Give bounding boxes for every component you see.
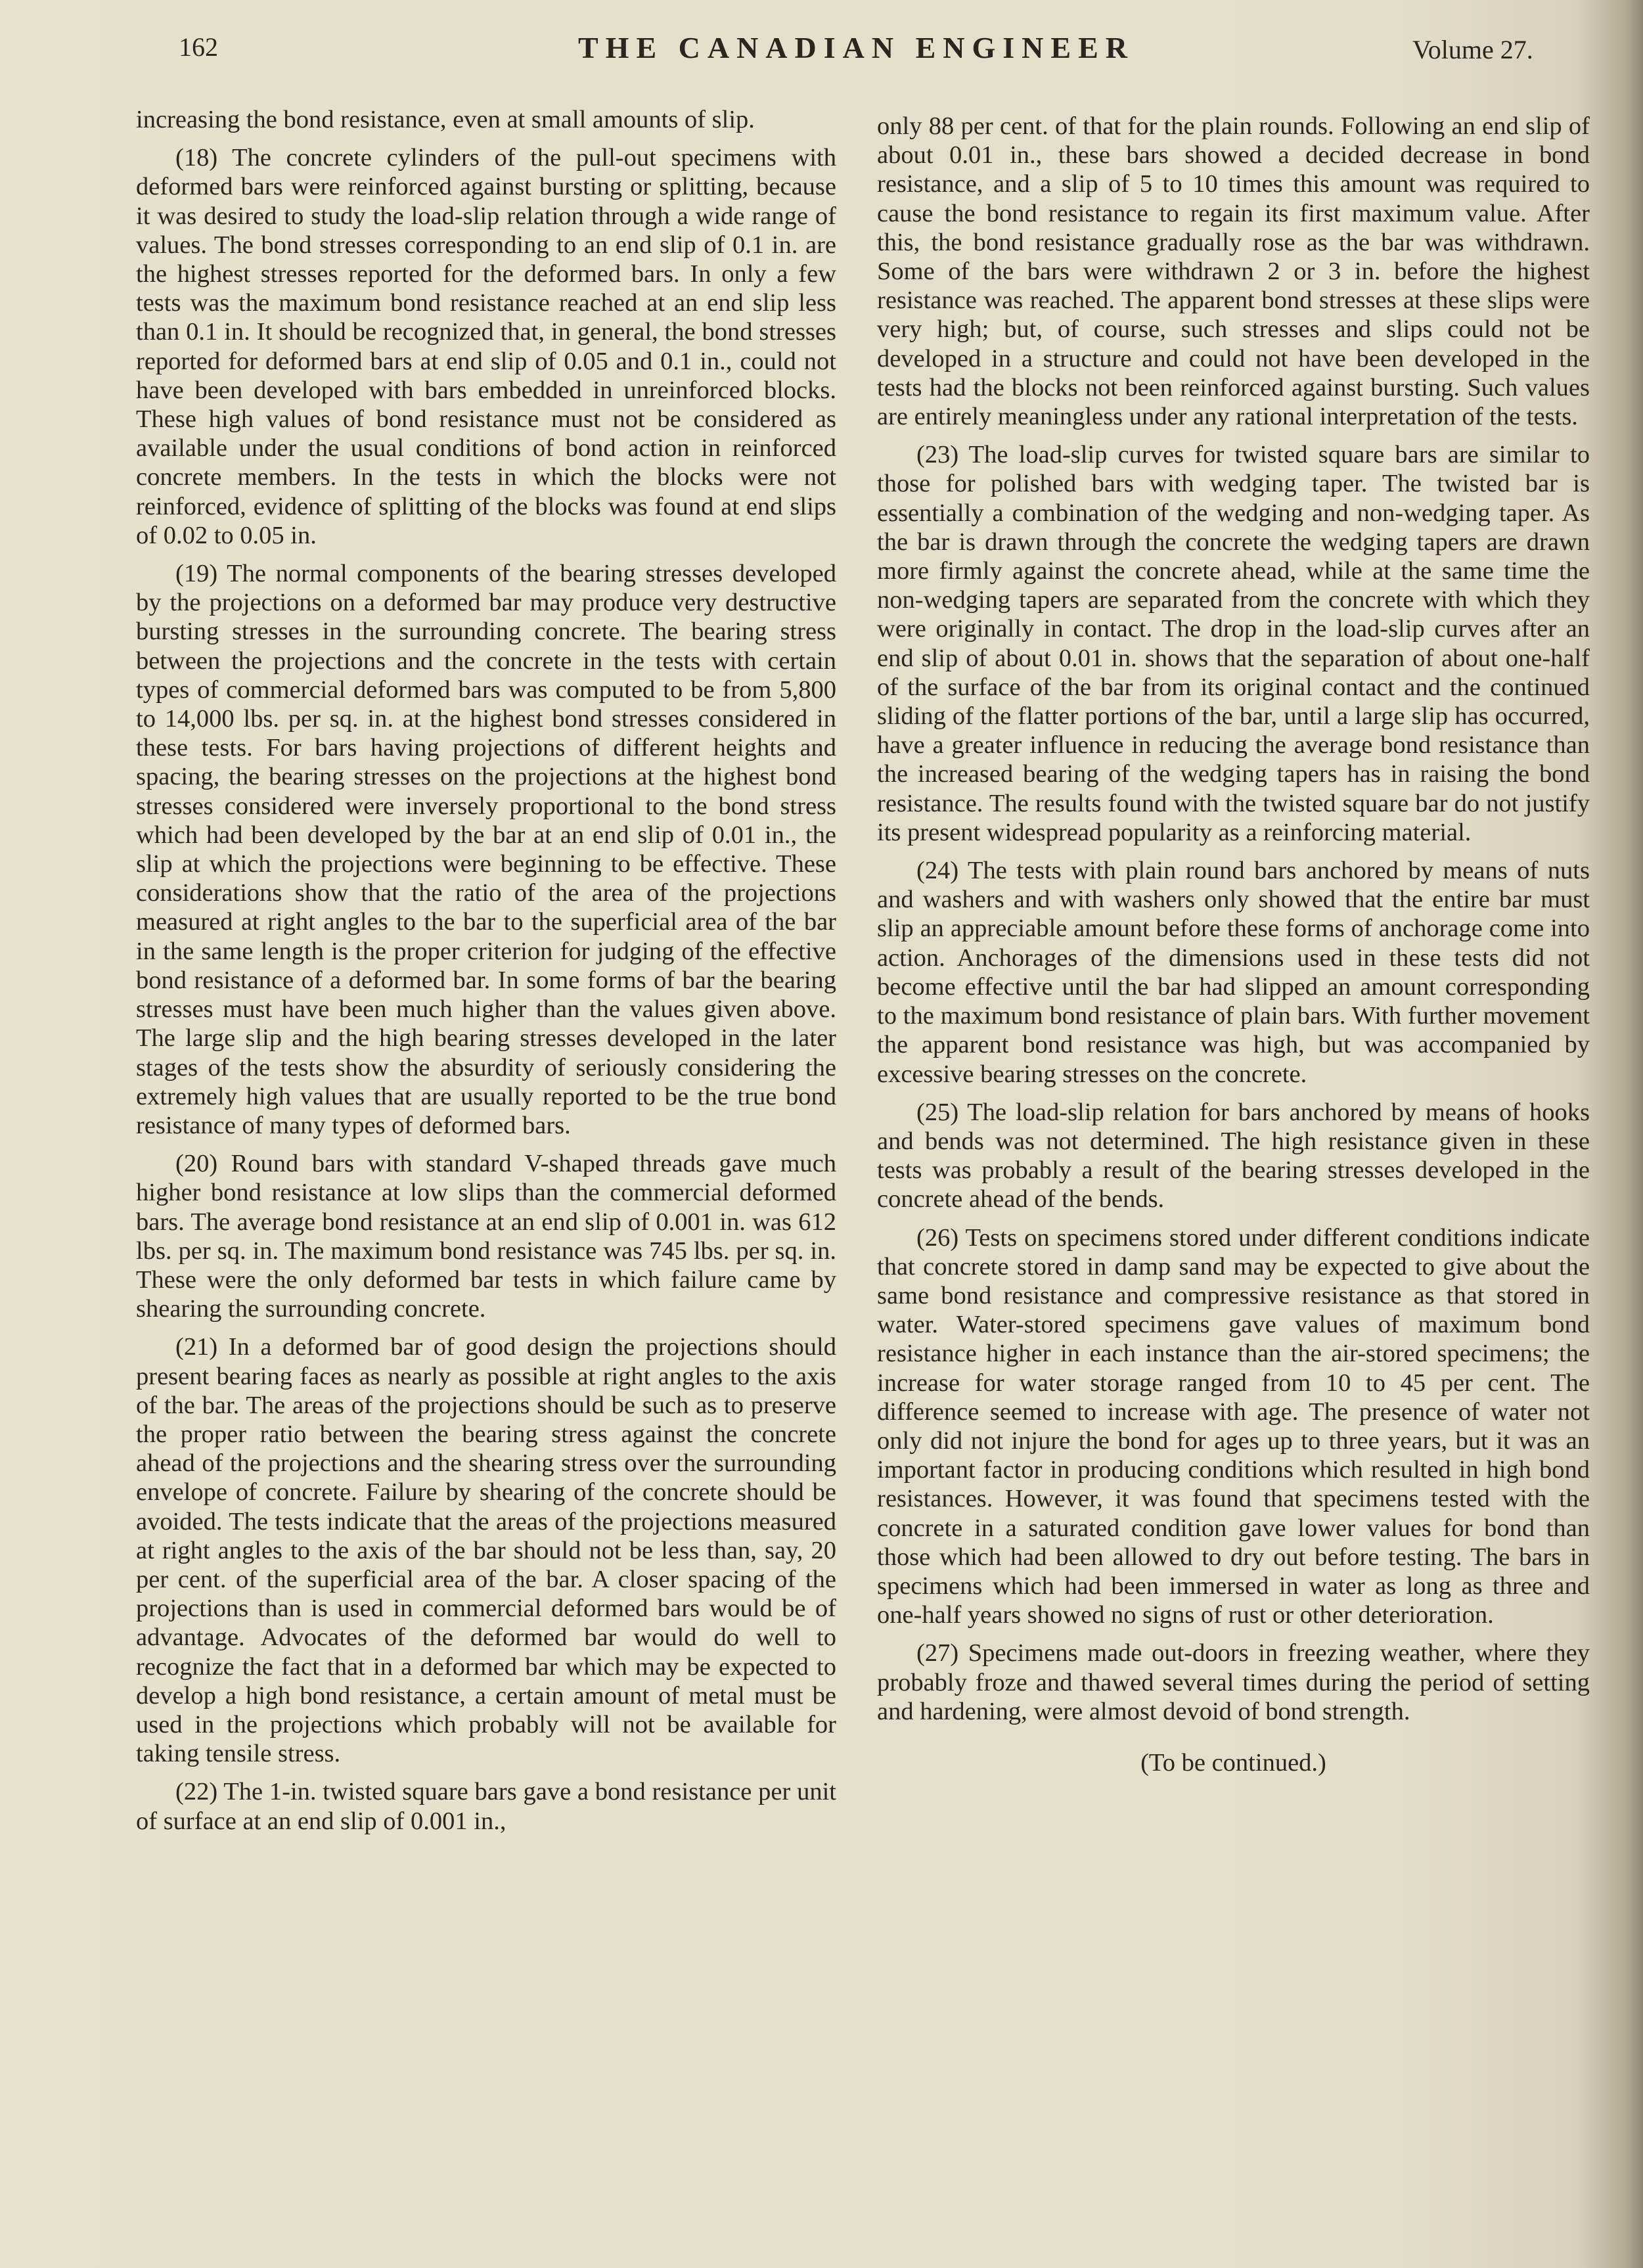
journal-title: THE CANADIAN ENGINEER [578, 31, 1135, 64]
to-be-continued-note: (To be continued.) [1140, 1748, 1326, 1777]
paragraph-23: (23) The load-slip curves for twisted square bars are similar to those for polished bars with wedging taper. The twisted bar is essentially a combination of the wedging and non-wedging taper. As the bar is drawn through the concrete the wedging tapers are drawn more firmly against the concrete ahead, while at the same time the non-wedging tapers are separated from the concrete with which they were originally in contact. The drop in the load-slip curves after an end slip of about 0.01 in. shows that the separation of about one-half of the surface of the bar from its original contact and the continued sliding of the flatter portions of the bar, until a large slip has occurred, have a greater influence in reducing the average bond resistance than the increased bearing of the wedging tapers has in raising the bond resistance. The results found with the twisted square bar do not justify its present widespread popularity as a reinforcing material. [877, 441, 1590, 846]
paragraph-25: (25) The load-slip relation for bars anchored by means of hooks and bends was not determined. The high resistance given in these tests was probably a result of the bearing stresses developed in the concrete ahead of the bends. [877, 1098, 1590, 1213]
paragraph-20: (20) Round bars with standard V-shaped threads gave much higher bond resistance at low slips than the commercial deformed bars. The average bond resistance at an end slip of 0.001 in. was 612 lbs. per sq. in. The maximum bond resistance was 745 lbs. per sq. in. These were the only deformed bar tests in which failure came by shearing the surrounding concrete. [136, 1150, 836, 1323]
page-number: 162 [179, 32, 218, 62]
left-column [136, 105, 836, 1845]
paragraph-continued: increasing the bond resistance, even at small amounts of slip. [136, 106, 755, 133]
paragraph-18: (18) The concrete cylinders of the pull-out specimens with deformed bars were reinforced against bursting or splitting, because it was desired to study the load-slip relation through a wide range of values. The bond stresses corresponding to an end slip of 0.1 in. are the highest stresses reported for the deformed bars. In only a few tests was the maximum bond resistance reached at an end slip less than 0.1 in. It should be recognized that, in general, the bond stresses reported for deformed bars at end slip of 0.05 and 0.1 in., could not have been developed with bars embedded in unreinforced blocks. These high values of bond resistance must not be considered as available under the usual conditions of bond action in reinforced concrete members. In the tests in which the blocks were not reinforced, evidence of splitting of the blocks was found at end slips of 0.02 to 0.05 in. [136, 144, 836, 549]
paragraph-26: (26) Tests on specimens stored under different conditions indicate that concrete stored in damp sand may be expected to give about the same bond resistance and compressive resistance as that stored in water. Water-stored specimens gave values of maximum bond resistance higher in each instance than the air-stored specimens; the increase for water storage ranged from 10 to 45 per cent. The difference seemed to increase with age. The presence of water not only did not injure the bond for ages up to three years, but it was an important factor in producing conditions which resulted in high bond resistances. However, it was found that specimens tested with the concrete in a saturated condition gave lower values for bond than those which had been allowed to dry out before testing. The bars in specimens which had been immersed in water as long as three and one-half years showed no signs of rust or other deterioration. [877, 1223, 1590, 1629]
paragraph-27: (27) Specimens made out-doors in freezing weather, where they probably froze and thawed several times during the period of setting and hardening, were almost devoid of bond strength. [877, 1639, 1590, 1725]
paragraph-19: (19) The normal components of the bearing stresses developed by the projections on a deformed bar may produce very destructive bursting stresses in the surrounding concrete. The bearing stress between the projections and the concrete in the tests with certain types of commercial deformed bars was computed to be from 5,800 to 14,000 lbs. per sq. in. at the highest bond stresses considered in these tests. For bars having projections of different heights and spacing, the bearing stresses on the projections at the highest bond stresses considered were inversely proportional to the bond stress which had been developed by the bar at an end slip of 0.01 in., the slip at which the projections were beginning to be effective. These considerations show that the ratio of the area of the projections measured at right angles to the bar to the superficial area of the bar in the same length is the proper criterion for judging of the effective bond resistance of a deformed bar. In some forms of bar the bearing stresses must have been much higher than the values given above. The large slip and the high bearing stresses developed in the later stages of the tests show the absurdity of seriously considering the extremely high values that are usually reported to be the true bond resistance of many types of deformed bars. [136, 560, 836, 1139]
paragraph-24: (24) The tests with plain round bars anchored by means of nuts and washers and with washers only showed that the entire bar must slip an appreciable amount before these forms of anchorage come into action. Anchorages of the dimensions used in these tests did not become effective until the bar had slipped an amount corresponding to the maximum bond resistance of plain bars. With further movement the apparent bond resistance was high, but was accompanied by excessive bearing stresses on the concrete. [877, 857, 1590, 1088]
page-header [0, 26, 1643, 79]
volume-label: Volume 27. [1412, 35, 1533, 64]
right-column [877, 112, 1590, 1786]
paragraph-22: (22) The 1-in. twisted square bars gave a bond resistance per unit of surface at an end slip of 0.001 in., [136, 1778, 836, 1835]
paragraph-22-continued: only 88 per cent. of that for the plain rounds. Following an end slip of about 0.01 in., these bars showed a decided decrease in bond resistance, and a slip of 5 to 10 times this amount was required to cause the bond resistance to regain its first maximum value. After this, the bond resistance gradually rose as the bar was withdrawn. Some of the bars were withdrawn 2 or 3 in. before the highest resistance was reached. The apparent bond stresses at these slips were very high; but, of course, such stresses and slips could not be developed in a structure and could not have been developed in the tests had the blocks not been reinforced against bursting. Such values are entirely meaningless under any rational interpretation of the tests. [877, 112, 1590, 431]
paragraph-21: (21) In a deformed bar of good design the projections should present bearing faces as nearly as possible at right angles to the axis of the bar. The areas of the projections should be such as to preserve the proper ratio between the bearing stress against the concrete ahead of the projections and the shearing stress over the surrounding envelope of concrete. Failure by shearing of the concrete should be avoided. The tests indicate that the areas of the projections measured at right angles to the axis of the bar should not be less than, say, 20 per cent. of the superficial area of the bar. A closer spacing of the projections than is used in commercial deformed bars would be of advantage. Advocates of the deformed bar would do well to recognize the fact that in a deformed bar which may be expected to develop a high bond resistance, a certain amount of metal must be used in the projections which probably will not be available for taking tensile stress. [136, 1333, 836, 1768]
